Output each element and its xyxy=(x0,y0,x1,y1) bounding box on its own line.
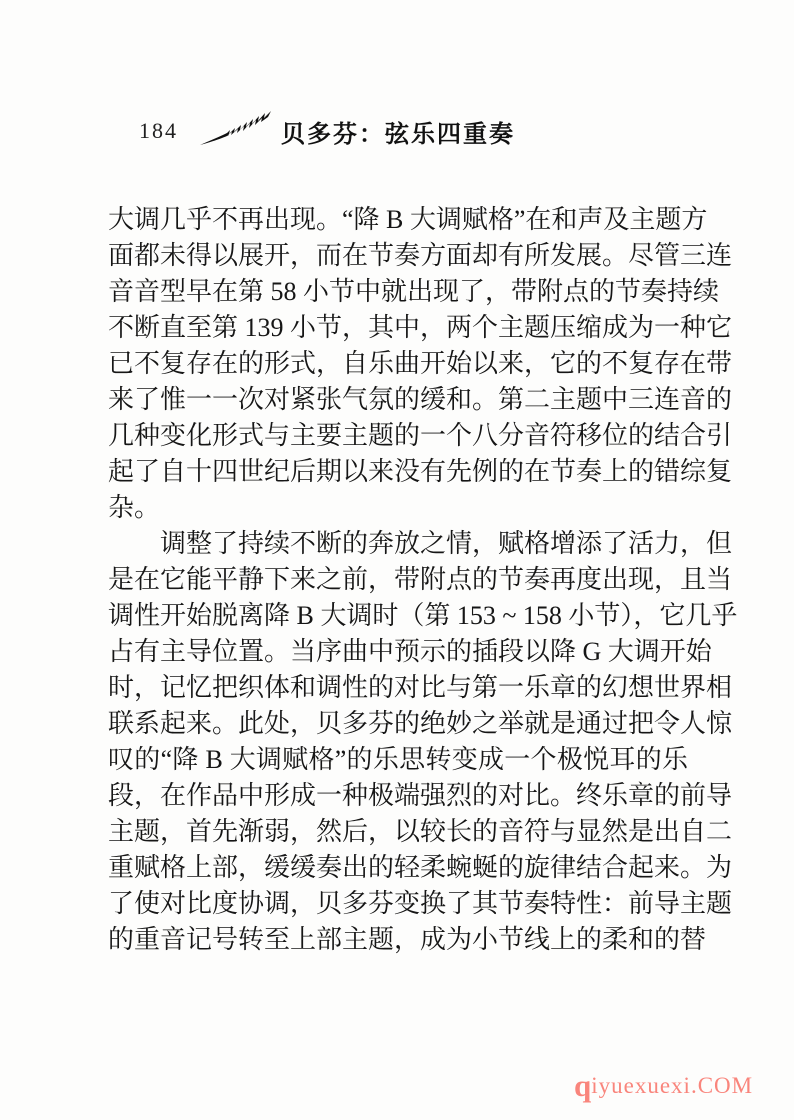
text-line: 起了自十四世纪后期以来没有先例的在节奏上的错综复 xyxy=(108,457,733,486)
text-line: 占有主导位置。当序曲中预示的插段以降 G 大调开始 xyxy=(108,637,712,666)
watermark-domain: .COM xyxy=(690,1073,754,1098)
watermark xyxy=(574,1068,753,1104)
text-line: 杂。 xyxy=(108,493,161,522)
text-line: 段，在作品中形成一种极端强烈的对比。终乐章的前导 xyxy=(108,781,733,810)
watermark-q: q xyxy=(574,1068,592,1103)
book-title: 贝多芬：弦乐四重奏 xyxy=(281,121,515,148)
text-line: 音音型早在第 58 小节中就出现了，带附点的节奏持续 xyxy=(108,277,720,306)
page-number: 184 xyxy=(139,118,178,143)
body-text xyxy=(108,202,738,958)
text-line: 大调几乎不再出现。“降 B 大调赋格”在和声及主题方 xyxy=(108,205,708,234)
text-line: 调性开始脱离降 B 大调时（第 153 ~ 158 小节），它几乎 xyxy=(108,601,738,630)
text-line: 的重音记号转至上部主题，成为小节线上的柔和的替 xyxy=(108,925,707,954)
text-line: 来了惟一一次对紧张气氛的缓和。第二主题中三连音的 xyxy=(108,385,733,414)
text-line: 重赋格上部，缓缓奏出的轻柔蜿蜒的旋律结合起来。为 xyxy=(108,853,733,882)
text-line: 联系起来。此处，贝多芬的绝妙之举就是通过把令人惊 xyxy=(108,709,733,738)
text-line: 是在它能平静下来之前，带附点的节奏再度出现，且当 xyxy=(108,565,733,594)
text-line: 面都未得以展开，而在节奏方面却有所发展。尽管三连 xyxy=(108,241,733,270)
quill-icon xyxy=(199,110,273,148)
text-line: 不断直至第 139 小节，其中，两个主题压缩成为一种它 xyxy=(108,313,733,342)
text-line: 叹的“降 B 大调赋格”的乐思转变成一个极悦耳的乐 xyxy=(108,745,688,774)
text-line: 时，记忆把织体和调性的对比与第一乐章的幻想世界相 xyxy=(108,673,733,702)
text-line: 调整了持续不断的奔放之情，赋格增添了活力，但 xyxy=(160,529,733,558)
watermark-name: iyuexuexi xyxy=(591,1073,691,1098)
text-line: 已不复存在的形式，自乐曲开始以来，它的不复存在带 xyxy=(108,349,733,378)
text-line: 了使对比度协调，贝多芬变换了其节奏特性：前导主题 xyxy=(108,889,733,918)
text-line: 几种变化形式与主要主题的一个八分音符移位的结合引 xyxy=(108,421,733,450)
page-header xyxy=(139,108,699,150)
text-line: 主题，首先渐弱，然后，以较长的音符与显然是出自二 xyxy=(108,817,733,846)
